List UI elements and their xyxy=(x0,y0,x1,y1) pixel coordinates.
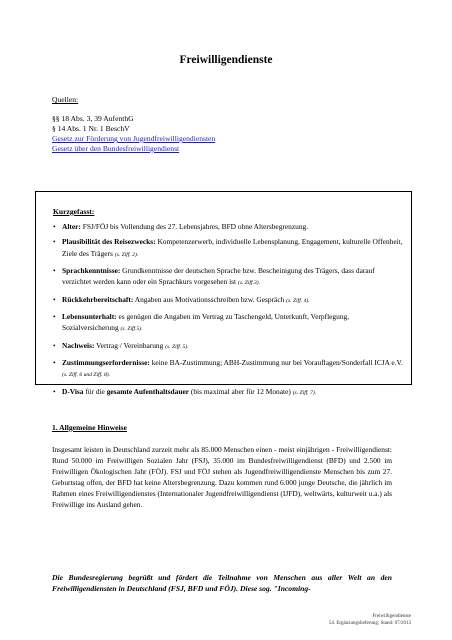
source-link-jfdg[interactable]: Gesetz zur Förderung von Jugendfreiwilligendiensten xyxy=(52,134,216,143)
footer-title: Freiwilligendienste xyxy=(372,614,411,619)
summary-item-zustimmung: • Zustimmungserfordernisse: keine BA-Zustimmung; ABH-Zustimmung nur bei Vorauflagen/Sonderfall ICJA e.V. (s. Ziff. 6 und Ziff. 8). xyxy=(53,357,405,381)
summary-item-nachweis: • Nachweis: Vertrag / Vereinbarung (s. Ziff. 5). xyxy=(53,340,405,353)
cross-reference: (s. Ziff.3). xyxy=(237,280,261,287)
body-paragraph: Insgesamt leisten in Deutschland zurzeit mehr als 85.000 Menschen einen - meist einjährigen - Freiwilligendienst: Rund 50.000 im Freiwilligen Sozialen Jahr (FSJ), 35.000 im Bundesfreiwilligendienst (BFD) und 2.500 im Freiwilligen Ökologischen Jahr (FÖJ). FSJ und FÖJ stehen als Jugendfreiwilligendienste Menschen bis zum 27. Geburtstag offen, der BFD hat keine Altersbegrenzung. Dazu kommen rund 6.000 junge Deutsche, die jährlich im Rahmen eines Freiwilligendienstes (Internationaler Jugendfreiwilligendienst (IJFD), weltwärts, kulturweit u.a.) als Freiwillige ins Ausland gehen. xyxy=(52,445,392,510)
summary-heading: Kurzgefasst: xyxy=(53,207,95,216)
source-line: §§ 18 Abs. 3, 39 AufenthG xyxy=(52,114,134,123)
section-heading: 1. Allgemeine Hinweise xyxy=(52,423,127,432)
summary-box xyxy=(35,191,412,396)
summary-list xyxy=(53,221,405,403)
cross-reference: (s. Ziff.5). xyxy=(120,326,143,333)
footer-edition: 54. Ergänzungslieferung; Stand: 07/2013 xyxy=(328,620,411,626)
source-line: § 14 Abs. 1 Nr. 1 BeschV xyxy=(52,124,130,133)
sources-block xyxy=(52,95,215,154)
summary-item-rueckkehr: • Rückkehrbereitschaft: Angaben aus Motivationsschreiben bzw. Gespräch (s. Ziff. 4). xyxy=(53,294,405,307)
cross-reference: (s. Ziff. 2). xyxy=(114,251,139,258)
page-footer xyxy=(329,614,411,627)
summary-item-alter: • Alter: FSJ/FÖJ bis Vollendung des 27. Lebensjahres, BFD ohne Altersbegrenzung. xyxy=(53,221,405,232)
summary-item-sprachkenntnisse: • Sprachkenntnisse: Grundkenntnisse der deutschen Sprache bzw. Bescheinigung des Trägers, dass darauf verzichtet werden kann oder ein Sprachkurs vorgesehen ist (s. Ziff.3). xyxy=(53,265,405,289)
source-link-bfdg[interactable]: Gesetz über den Bundesfreiwilligendienst xyxy=(52,144,180,153)
summary-item-dvisa: • D-Visa für die gesamte Aufenthaltsdauer (bis maximal aber für 12 Monate) (s. Ziff. 7). xyxy=(53,386,405,399)
cross-reference: (s. Ziff. 4). xyxy=(286,297,310,304)
emphasis-paragraph: Die Bundesregierung begrüßt und fördert die Teilnahme von Menschen aus aller Welt an den Freiwilligendiensten in Deutschland (FSJ, BFD und FÖJ). Diese sog. "Incoming- xyxy=(52,573,392,594)
summary-item-plausibilitaet: • Plausibilität des Reisezwecks: Kompetenzerwerb, individuelle Lebensplanung, Engagement, kulturelle Offenheit, Ziele des Trägers (s. Ziff. 2). xyxy=(53,236,405,260)
cross-reference: (s. Ziff. 6 und Ziff. 8). xyxy=(62,372,111,379)
cross-reference: (s. Ziff. 7). xyxy=(292,389,317,396)
summary-item-lebensunterhalt: • Lebensunterhalt: es genügen die Angaben im Vertrag zu Taschengeld, Unterkunft, Verpflegung, Sozialversicherung (s. Ziff.5). xyxy=(53,311,405,335)
page-title: Freiwilligendienste xyxy=(179,54,273,66)
cross-reference: (s. Ziff. 5). xyxy=(165,343,189,350)
sources-heading: Quellen: xyxy=(52,95,79,104)
